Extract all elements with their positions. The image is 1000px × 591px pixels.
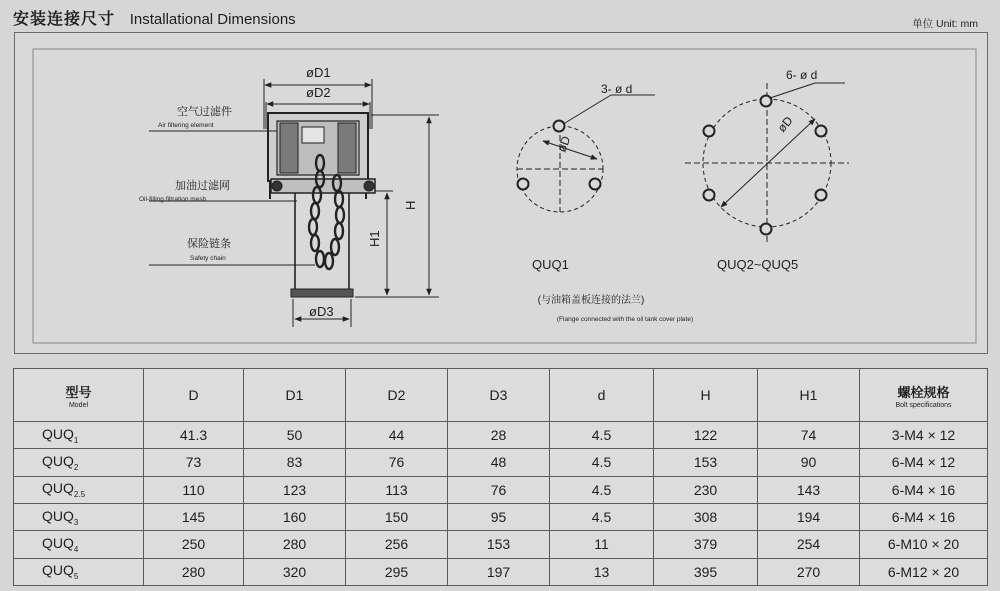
table-row	[14, 503, 988, 530]
cell-small-d: 4.5	[550, 503, 654, 530]
cell-small-d: 13	[550, 558, 654, 585]
flange-note-cn: (与油箱盖板连接的法兰)	[537, 295, 645, 306]
cell-h1: 90	[758, 449, 860, 476]
table-row	[14, 422, 988, 449]
cell-bolt: 6-M4 × 16	[860, 476, 988, 503]
unit-label: 单位 Unit: mm	[912, 18, 978, 30]
flange2-dia-label: øD	[774, 113, 796, 135]
table-row	[14, 531, 988, 558]
air-filter-label-en: Air filtering element	[158, 122, 214, 129]
cell-model: $QUQ_2$	[14, 449, 144, 476]
cell-model: $QUQ_{2.5}$	[14, 476, 144, 503]
cell-bolt: 6-M12 × 20	[860, 558, 988, 585]
col-header-d: D	[144, 369, 244, 422]
col-header-bolt: 螺栓规格 Bolt specifications	[860, 369, 988, 422]
cell-h: 230	[654, 476, 758, 503]
cell-d3: 153	[448, 531, 550, 558]
cell-small-d: 4.5	[550, 476, 654, 503]
cell-d2: 113	[346, 476, 448, 503]
cell-d2: 76	[346, 449, 448, 476]
cell-h1: 270	[758, 558, 860, 585]
cell-model: $QUQ_3$	[14, 503, 144, 530]
chain-label-cn: 保险链条	[187, 238, 231, 250]
flange-quq2-5-drawing	[685, 83, 849, 243]
dimensions-table	[13, 368, 988, 586]
col-header-h1: H1	[758, 369, 860, 422]
cell-d2: 44	[346, 422, 448, 449]
cell-d: 250	[144, 531, 244, 558]
cell-h: 153	[654, 449, 758, 476]
cell-d1: 320	[244, 558, 346, 585]
air-filter-label-cn: 空气过滤件	[177, 106, 232, 118]
cell-model: $QUQ_4$	[14, 531, 144, 558]
title-chinese: 安装连接尺寸	[13, 11, 116, 28]
cell-small-d: 4.5	[550, 422, 654, 449]
d3-label: øD3	[309, 304, 334, 319]
chain-label-en: Safety chain	[190, 255, 226, 262]
cell-bolt: 6-M4 × 12	[860, 449, 988, 476]
cell-small-d: 4.5	[550, 449, 654, 476]
flange1-name: QUQ1	[532, 257, 569, 272]
cell-h: 395	[654, 558, 758, 585]
table-row	[14, 476, 988, 503]
cell-model: $QUQ_1$	[14, 422, 144, 449]
table-row	[14, 558, 988, 585]
d1-label: øD1	[306, 65, 331, 80]
cell-d: 41.3	[144, 422, 244, 449]
cell-d1: 83	[244, 449, 346, 476]
cell-d3: 48	[448, 449, 550, 476]
cell-d1: 123	[244, 476, 346, 503]
cell-d3: 95	[448, 503, 550, 530]
cell-d1: 50	[244, 422, 346, 449]
cell-d3: 76	[448, 476, 550, 503]
col-header-d2: D2	[346, 369, 448, 422]
cell-d2: 295	[346, 558, 448, 585]
flange-quq1-drawing	[517, 95, 655, 212]
flange1-holes-label: 3- ø d	[601, 82, 633, 96]
cell-d2: 150	[346, 503, 448, 530]
cell-d2: 256	[346, 531, 448, 558]
cell-h1: 194	[758, 503, 860, 530]
cell-h: 379	[654, 531, 758, 558]
page-header	[13, 6, 296, 29]
dimension-drawing	[15, 33, 989, 355]
col-header-h: H	[654, 369, 758, 422]
cell-h1: 254	[758, 531, 860, 558]
title-english: Installational Dimensions	[129, 11, 296, 28]
cell-model: $QUQ_5$	[14, 558, 144, 585]
dimension-diagram-panel	[14, 32, 988, 354]
table-row	[14, 449, 988, 476]
h1-label: H1	[367, 230, 382, 247]
oil-mesh-label-en: Oil-filling filtration mesh	[139, 196, 207, 203]
flange1-dia-label: øD	[554, 134, 574, 155]
cell-d3: 28	[448, 422, 550, 449]
cell-d: 110	[144, 476, 244, 503]
col-header-d1: D1	[244, 369, 346, 422]
cell-d1: 280	[244, 531, 346, 558]
cell-d: 280	[144, 558, 244, 585]
cell-d3: 197	[448, 558, 550, 585]
flange2-name: QUQ2~QUQ5	[717, 257, 799, 272]
table-header-row	[14, 369, 988, 422]
cell-d: 73	[144, 449, 244, 476]
cell-h: 122	[654, 422, 758, 449]
oil-mesh-label-cn: 加油过滤网	[175, 180, 230, 192]
flange2-holes-label: 6- ø d	[786, 68, 818, 82]
h-label: H	[403, 200, 418, 210]
cell-bolt: 3-M4 × 12	[860, 422, 988, 449]
col-header-model: 型号 Model	[14, 369, 144, 422]
cell-h1: 74	[758, 422, 860, 449]
cell-h: 308	[654, 503, 758, 530]
cell-bolt: 6-M10 × 20	[860, 531, 988, 558]
cell-d: 145	[144, 503, 244, 530]
cell-bolt: 6-M4 × 16	[860, 503, 988, 530]
cell-small-d: 11	[550, 531, 654, 558]
cell-h1: 143	[758, 476, 860, 503]
col-header-d3: D3	[448, 369, 550, 422]
flange-note-en: (Flange connected with the oil tank cover plate)	[556, 316, 694, 323]
d2-label: øD2	[306, 85, 331, 100]
cell-d1: 160	[244, 503, 346, 530]
col-header-small-d: d	[550, 369, 654, 422]
